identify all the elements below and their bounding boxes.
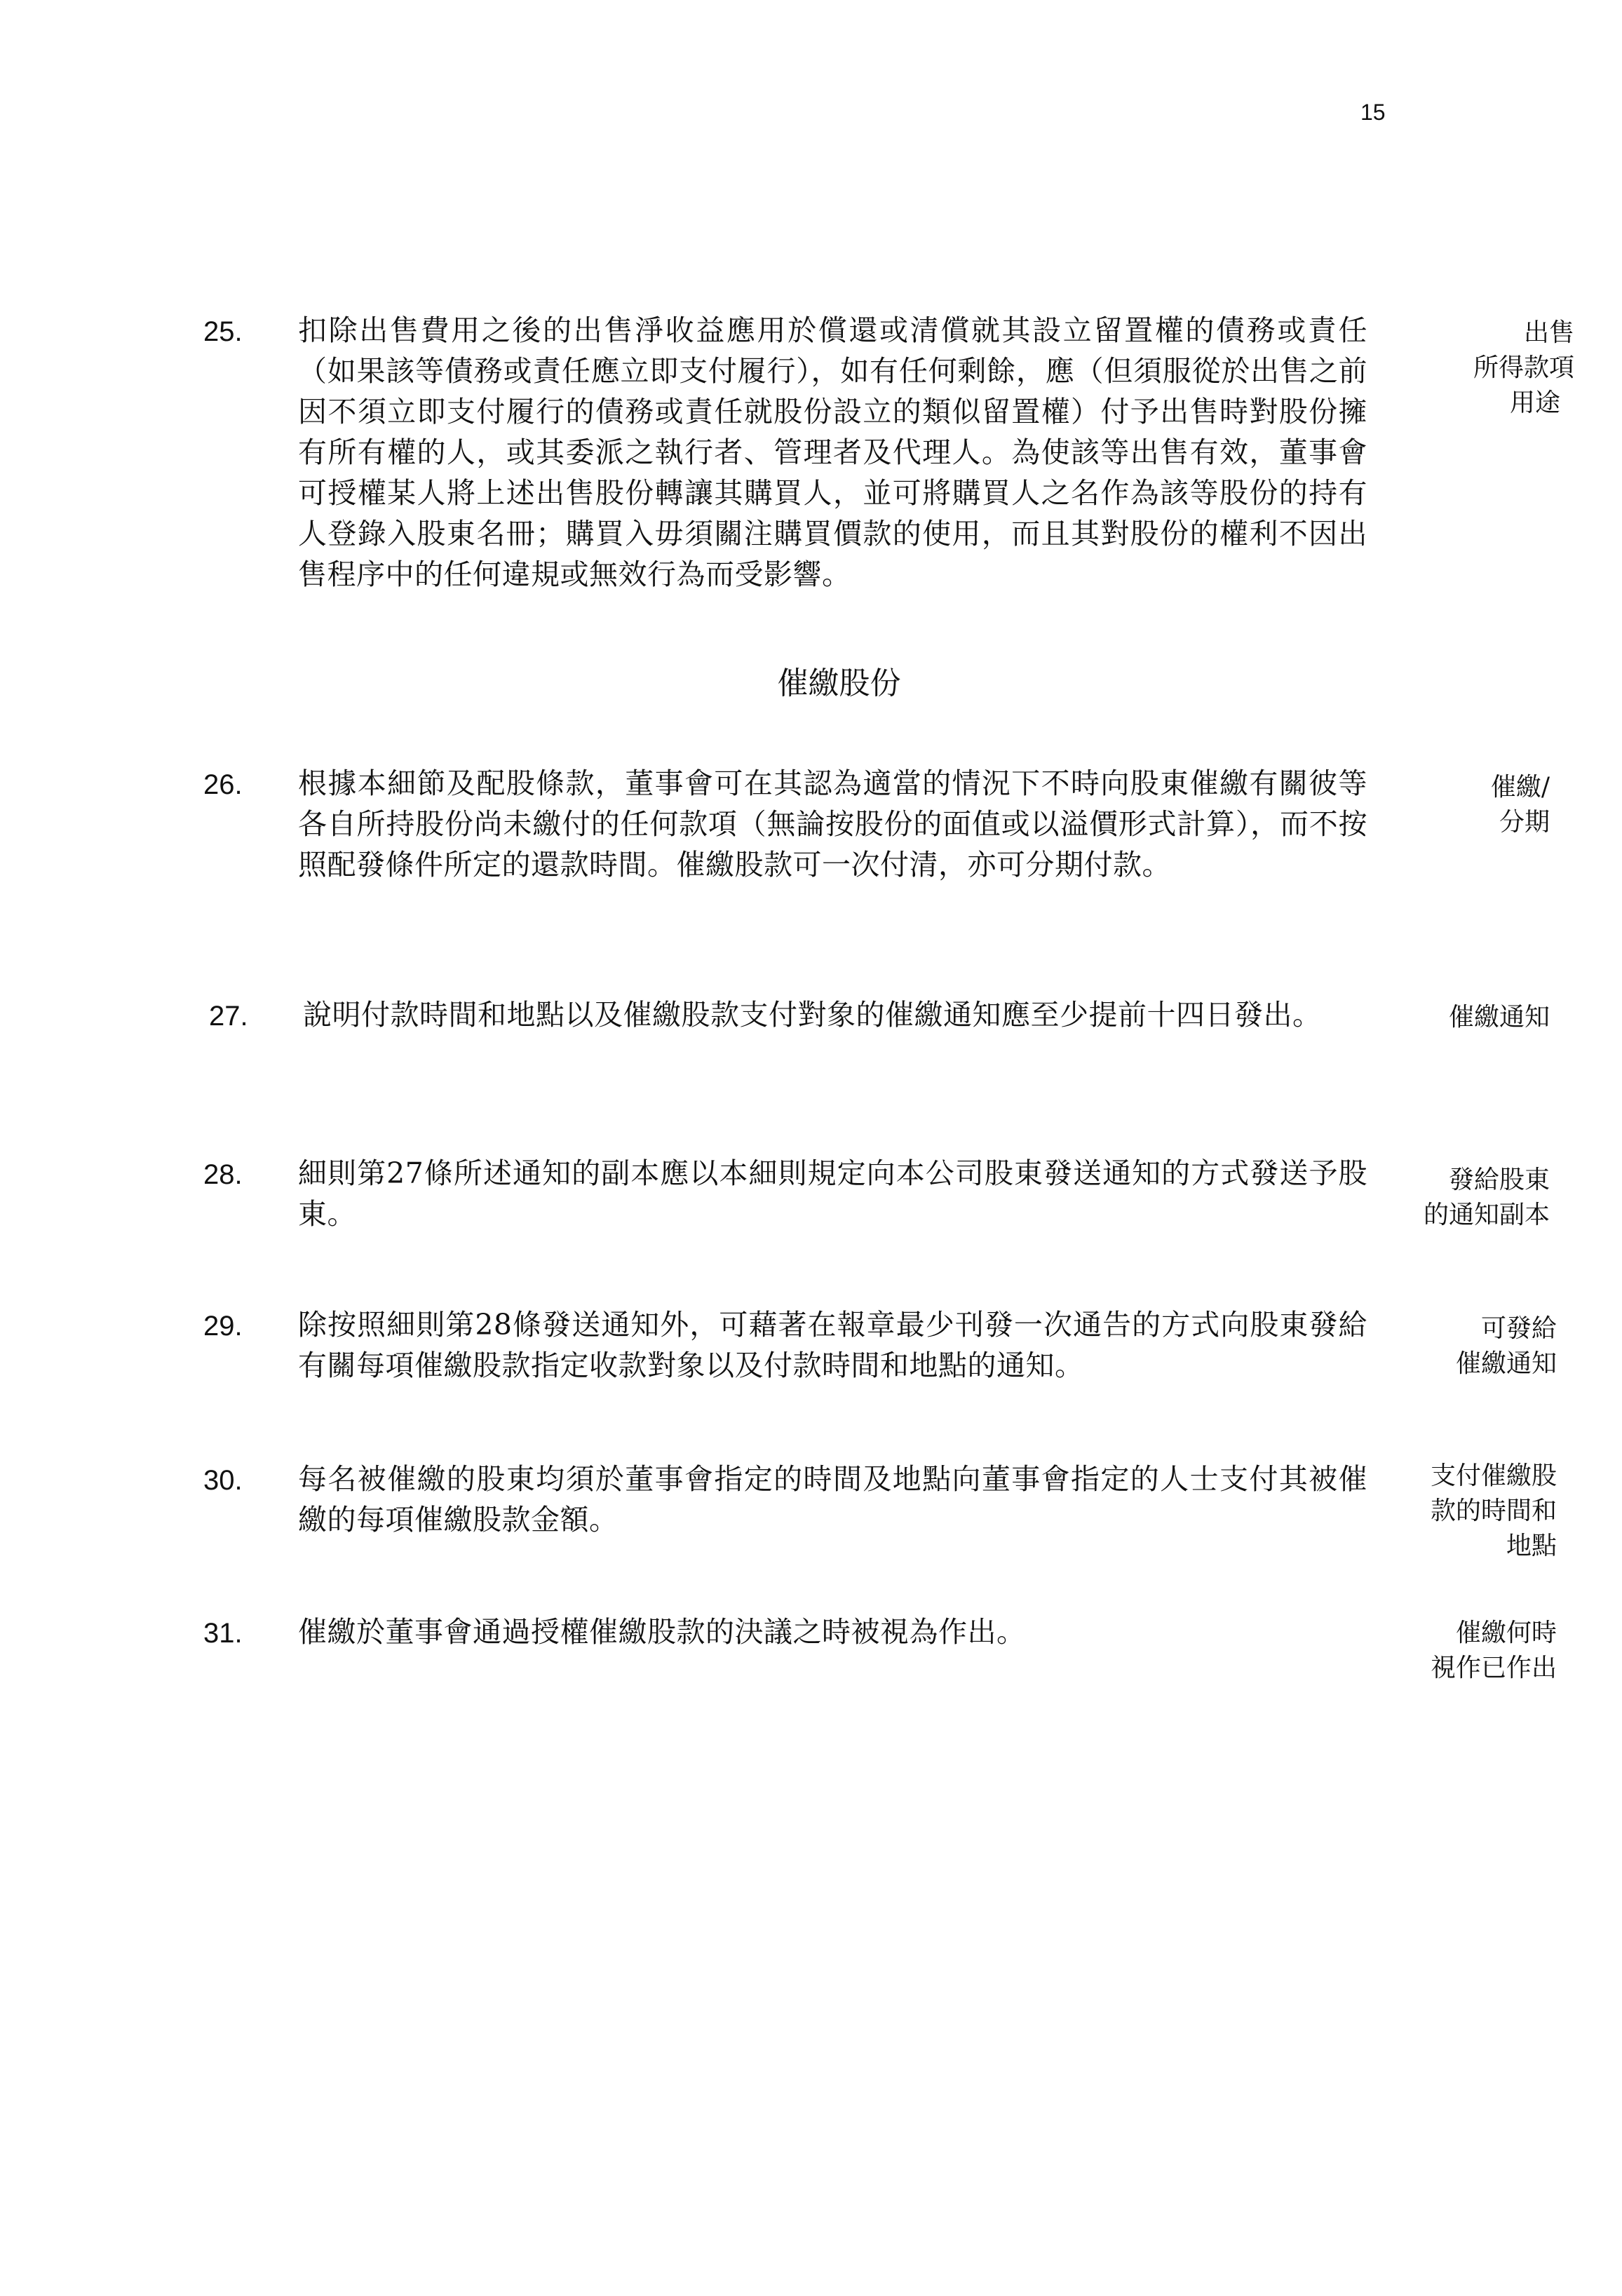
margin-note-line: 所得款項 xyxy=(1473,353,1574,382)
margin-note xyxy=(1374,1000,1550,1035)
margin-note-line: 視作已作出 xyxy=(1430,1654,1557,1682)
margin-note-line: 催繳通知 xyxy=(1448,1003,1550,1032)
margin-note-line: 分期 xyxy=(1499,808,1550,837)
margin-note-line: 催繳通知 xyxy=(1455,1349,1557,1378)
article-number: 25. xyxy=(203,316,243,347)
article-text: 細則第27條所述通知的副本應以本細則規定向本公司股東發送通知的方式發送予股東。 xyxy=(298,1156,1367,1231)
article-text: 說明付款時間和地點以及催繳股款支付對象的催繳通知應至少提前十四日發出。 xyxy=(303,998,1322,1032)
margin-note-line: 可發給 xyxy=(1480,1314,1557,1343)
margin-note-line: 出售 xyxy=(1523,318,1574,347)
margin-note xyxy=(1374,1163,1550,1233)
margin-note-line: 用途 xyxy=(1509,389,1560,417)
margin-note xyxy=(1392,316,1574,421)
margin-note xyxy=(1381,1459,1557,1564)
article-number: 29. xyxy=(203,1311,243,1342)
article-text: 每名被催繳的股東均須於董事會指定的時間及地點向董事會指定的人士支付其被催繳的每項催繳股款金額。 xyxy=(298,1462,1367,1537)
margin-note xyxy=(1374,770,1550,840)
article-number: 28. xyxy=(203,1159,243,1190)
margin-note-line: 催繳何時 xyxy=(1455,1619,1557,1647)
margin-note-line: 的通知副本 xyxy=(1423,1201,1550,1229)
article-number: 27. xyxy=(209,1001,248,1032)
section-heading: 催繳股份 xyxy=(777,666,901,701)
article-text: 催繳於董事會通過授權催繳股款的決議之時被視為作出。 xyxy=(298,1615,1026,1649)
article-text: 除按照細則第28條發送通知外，可藉著在報章最少刊發一次通告的方式向股東發給有關每項催繳股款指定收款對象以及付款時間和地點的通知。 xyxy=(298,1308,1367,1382)
article-text: 扣除出售費用之後的出售淨收益應用於償還或清償就其設立留置權的債務或責任（如果該等債務或責任應立即支付履行），如有任何剩餘，應（但須服從於出售之前因不須立即支付履行的債務或責任就股份設立的類似留置權）付予出售時對股份擁有所有權的人，或其委派之執行者、管理者及代理人。為使該等出售有效，董事會可授權某人將上述出售股份轉讓其購買人，並可將購買人之名作為該等股份的持有人登錄入股東名冊；購買入毋須關注購買價款的使用，而且其對股份的權利不因出售程序中的任何違規或無效行為而受影響。 xyxy=(298,313,1367,591)
margin-note-line: 款的時間和 xyxy=(1430,1497,1557,1525)
article-number: 31. xyxy=(203,1618,243,1649)
page-number: 15 xyxy=(1360,100,1386,125)
margin-note-line: 催繳/ xyxy=(1490,773,1550,802)
margin-note xyxy=(1381,1616,1557,1686)
margin-note-line: 發給股東 xyxy=(1448,1166,1550,1194)
margin-note-line: 地點 xyxy=(1506,1532,1557,1560)
margin-note xyxy=(1381,1311,1557,1382)
article-number: 26. xyxy=(203,769,243,800)
margin-note-line: 支付催繳股 xyxy=(1430,1461,1557,1490)
article-text: 根據本細節及配股條款，董事會可在其認為適當的情況下不時向股東催繳有關彼等各自所持股份尚未繳付的任何款項（無論按股份的面值或以溢價形式計算），而不按照配發條件所定的還款時間。催繳股款可一次付清，亦可分期付款。 xyxy=(298,767,1367,882)
article-number: 30. xyxy=(203,1465,243,1496)
